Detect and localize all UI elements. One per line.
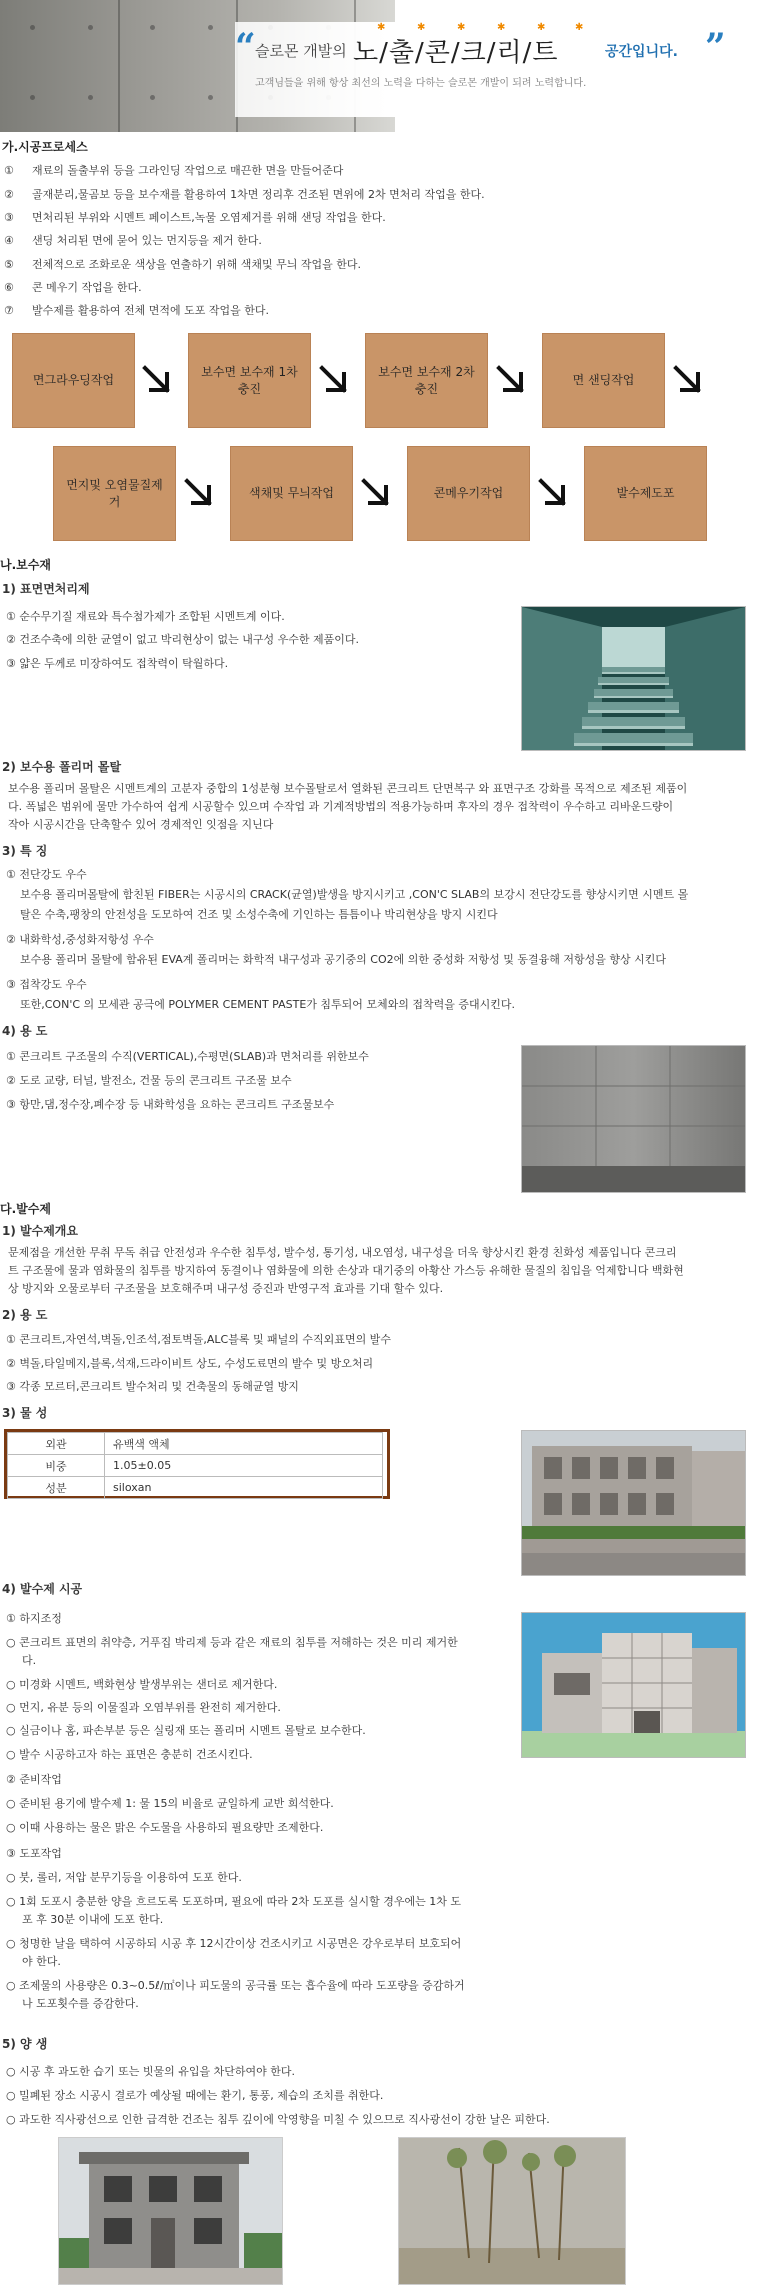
flow-box: 콘메우기작업 (407, 446, 530, 541)
paragraph-line: 보수용 폴리머 몰탈에 함유된 EVA계 폴리머는 화학적 내구성과 공기중의 CO2에 의한 중성화 저항성 및 동결융해 저항성을 향상 시킨다 (20, 953, 666, 966)
modern-building-image (521, 1612, 746, 1758)
list-item: ② 도로 교량, 터널, 발전소, 건물 등의 콘크리트 구조물 보수 (6, 1074, 292, 1087)
paragraph-line: 또한,CON'C 의 모세관 공극에 POLYMER CEMENT PASTE가 침투되어 모체와의 접착력을 증대시킨다. (20, 998, 516, 1011)
table-cell-value: 1.05±0.05 (105, 1455, 383, 1477)
feature-title: ③ 접착강도 우수 (6, 978, 87, 991)
arrow-down-right-icon (182, 475, 220, 513)
paragraph-line: 보수용 폴리머 몰탈은 시멘트계의 고분자 중합의 1성분형 보수몰탈로서 열화된 콘크리트 단면복구 와 표면구조 강화를 목적으로 제조된 제품이 (8, 782, 688, 795)
table-cell-key: 외관 (8, 1433, 105, 1455)
paragraph-line: 보수용 폴리머몰탈에 함친된 FIBER는 시공시의 CRACK(균열)발생을 방지시키고 ,CON'C SLAB의 보강시 전단강도를 향상시키면 시멘트 몰 (20, 888, 689, 901)
table-cell-value: 유백색 액체 (105, 1433, 383, 1455)
star-icon: ✱ (457, 22, 466, 33)
properties-table (7, 1432, 383, 1499)
table-cell-value: siloxan (105, 1477, 383, 1499)
step-title: ② 준비작업 (6, 1773, 62, 1786)
banner-slogan-main: 노/출/콘/크/리/트 (353, 38, 559, 68)
list-item: ③ 항만,댐,정수장,폐수장 등 내화학성을 요하는 콘크리트 구조물보수 (6, 1098, 335, 1111)
paragraph-line: 탈은 수축,팽창의 안전성을 도모하여 건조 및 소성수축에 기인하는 틈틈이나 박리현상을 방지 시킨다 (20, 908, 498, 921)
section-heading-process: 가.시공프로세스 (2, 140, 88, 154)
list-item: ○ 미경화 시멘트, 백화현상 발생부위는 샌더로 제거한다. (6, 1678, 278, 1691)
feature-title: ② 내화학성,중성화저항성 우수 (6, 933, 154, 946)
process-step: ④ 샌딩 처리된 면에 묻어 있는 먼지등을 제거 한다. (4, 234, 262, 247)
flow-box: 보수면 보수재 1차 충진 (188, 333, 311, 428)
list-item-continued: 야 한다. (22, 1955, 61, 1968)
header-banner (0, 0, 761, 132)
section-heading-water: 다.발수제 (0, 1202, 51, 1216)
process-step: ⑦ 발수제를 활용하여 전체 면적에 도포 작업을 한다. (4, 304, 269, 317)
arrow-down-right-icon (671, 362, 709, 400)
subsection-title: 1) 표면면처리제 (2, 582, 90, 596)
arrow-down-right-icon (536, 475, 574, 513)
process-step: ⑤ 전체적으로 조화로운 색상을 연출하기 위해 색채및 무늬 작업을 한다. (4, 258, 361, 271)
subsection-title: 2) 보수용 폴리머 몰탈 (2, 760, 122, 774)
step-title: ③ 도포작업 (6, 1847, 62, 1860)
arrow-down-right-icon (140, 362, 178, 400)
section-heading-repair: 나.보수재 (0, 558, 51, 572)
house-exterior-image (58, 2137, 283, 2285)
list-item: ③ 얇은 두께로 미장하여도 접착력이 탁월하다. (6, 657, 229, 670)
flow-box: 먼지및 오염물질제거 (53, 446, 176, 541)
list-item: ③ 각종 모르터,콘크리트 발수처리 및 건축물의 동해균열 방지 (6, 1380, 299, 1393)
list-item: ○ 먼지, 유분 등의 이물질과 오염부위를 완전히 제거한다. (6, 1701, 281, 1714)
subsection-title: 5) 양 생 (2, 2037, 48, 2051)
paragraph-line: 다. 폭넓은 범위에 물만 가수하여 쉽게 시공할수 있으며 수작업 과 기계적방법의 적용가능하며 후자의 경우 접착력이 우수하고 리바운드량이 (8, 800, 674, 813)
list-item: ① 콘크리트,자연석,벽돌,인조석,점토벽돌,ALC블록 및 패널의 수직외표면의 발수 (6, 1333, 391, 1346)
star-icon: ✱ (417, 22, 426, 33)
arrow-down-right-icon (317, 362, 355, 400)
process-step: ① 재료의 돌출부위 등을 그라인딩 작업으로 매끈한 면을 만들어준다 (4, 164, 344, 177)
flow-box: 면그라우딩작업 (12, 333, 135, 428)
paragraph-line: 작아 시공시간을 단축할수 있어 경제적인 잇점을 지닌다 (8, 818, 274, 831)
flow-box: 보수면 보수재 2차 충진 (365, 333, 488, 428)
arrow-down-right-icon (494, 362, 532, 400)
list-item: ② 건조수축에 의한 균열이 없고 박리현상이 없는 내구성 우수한 제품이다. (6, 633, 359, 646)
table-row (8, 1433, 383, 1455)
concrete-wall-image (521, 1045, 746, 1193)
subsection-title: 3) 물 성 (2, 1406, 48, 1420)
flow-box: 색채및 무늬작업 (230, 446, 353, 541)
star-icon: ✱ (575, 22, 584, 33)
list-item: ○ 과도한 직사광선으로 인한 급격한 건조는 침투 깊이에 악영향을 미칠 수 있으므로 직사광선이 강한 날은 피한다. (6, 2113, 550, 2126)
concrete-garden-wall-image (398, 2137, 626, 2285)
paragraph-line: 트 구조물에 물과 염화물의 침투를 방지하여 동결이나 염화물에 의한 손상과 대기중의 아황산 가스등 유해한 물질의 침입을 억제합니다 백화현 (8, 1264, 684, 1277)
banner-slogan-end: 공간입니다. (605, 44, 678, 60)
star-icon: ✱ (537, 22, 546, 33)
feature-title: ① 전단강도 우수 (6, 868, 87, 881)
flow-box: 발수제도포 (584, 446, 707, 541)
list-item: ○ 조제물의 사용량은 0.3~0.5ℓ/㎡이나 피도물의 공극률 또는 흡수율에 따라 도포량을 증감하거 (6, 1979, 465, 1992)
list-item: ○ 이때 사용하는 물은 맑은 수도물을 사용하되 필요량만 조제한다. (6, 1821, 324, 1834)
list-item: ○ 시공 후 과도한 습기 또는 빗물의 유입을 차단하여야 한다. (6, 2065, 295, 2078)
star-icon: ✱ (377, 22, 386, 33)
subsection-title: 4) 발수제 시공 (2, 1582, 83, 1596)
properties-table-frame (4, 1429, 390, 1499)
concrete-stairway-image (521, 606, 746, 751)
list-item: ① 콘크리트 구조물의 수직(VERTICAL),수평면(SLAB)과 면처리를 위한보수 (6, 1050, 369, 1063)
list-item: ① 순수무기질 재료와 특수첨가제가 조합된 시멘트계 이다. (6, 610, 285, 623)
paragraph-line: 문제점을 개선한 무취 무독 취급 안전성과 우수한 침투성, 발수성, 통기성, 내오염성, 내구성을 더욱 향상시킨 환경 친화성 제품입니다 콘크리 (8, 1246, 677, 1259)
banner-subtitle: 고객님들을 위해 항상 최선의 노력을 다하는 슬로몬 개발이 되려 노력합니다. (255, 78, 587, 89)
subsection-title: 3) 특 징 (2, 844, 48, 858)
subsection-title: 4) 용 도 (2, 1024, 48, 1038)
list-item: ○ 실금이나 홈, 파손부분 등은 실링재 또는 폴리머 시멘트 몰탈로 보수한다. (6, 1724, 366, 1737)
arrow-down-right-icon (359, 475, 397, 513)
table-cell-key: 성분 (8, 1477, 105, 1499)
process-step: ③ 면처리된 부위와 시멘트 페이스트,녹물 오염제거를 위해 샌딩 작업을 한다. (4, 211, 386, 224)
building-exterior-image (521, 1430, 746, 1576)
paragraph-line: 상 방지와 오물로부터 구조물을 보호해주며 내구성 증진과 반영구적 효과를 기대 할수 있다. (8, 1282, 444, 1295)
banner-slogan-area (235, 22, 755, 117)
banner-slogan-company: 슬로몬 개발의 (255, 42, 347, 60)
table-row (8, 1455, 383, 1477)
table-cell-key: 비중 (8, 1455, 105, 1477)
list-item: ○ 발수 시공하고자 하는 표면은 충분히 건조시킨다. (6, 1748, 253, 1761)
list-item-continued: 다. (22, 1654, 37, 1667)
step-title: ① 하지조정 (6, 1612, 62, 1625)
list-item: ○ 1회 도포시 충분한 양을 흐르도록 도포하며, 필요에 따라 2차 도포를 실시할 경우에는 1차 도 (6, 1895, 461, 1908)
list-item: ○ 청명한 날을 택하여 시공하되 시공 후 12시간이상 건조시키고 시공면은 강우로부터 보호되어 (6, 1937, 462, 1950)
list-item-continued: 나 도포횟수를 증감한다. (22, 1997, 139, 2010)
flow-box: 면 샌딩작업 (542, 333, 665, 428)
subsection-title: 1) 발수제개요 (2, 1224, 78, 1238)
star-icon: ✱ (497, 22, 506, 33)
subsection-title: 2) 용 도 (2, 1308, 48, 1322)
close-quote-icon: ” (705, 26, 726, 68)
open-quote-icon: “ (235, 26, 256, 68)
list-item-continued: 포 후 30분 이내에 도포 한다. (22, 1913, 164, 1926)
process-step: ② 골재분리,물곰보 등을 보수재를 활용하여 1차면 정리후 건조된 면위에 2차 면처리 작업을 한다. (4, 188, 485, 201)
list-item: ② 벽돌,타일메지,블록,석재,드라이비트 상도, 수성도료면의 발수 및 방오처리 (6, 1357, 374, 1370)
table-row (8, 1477, 383, 1499)
list-item: ○ 붓, 롤러, 저압 분무기등을 이용하여 도포 한다. (6, 1871, 242, 1884)
list-item: ○ 밀폐된 장소 시공시 결로가 예상될 때에는 환기, 통풍, 제습의 조치를 취한다. (6, 2089, 384, 2102)
list-item: ○ 준비된 용기에 발수제 1: 물 15의 비율로 균일하게 교반 희석한다. (6, 1797, 334, 1810)
list-item: ○ 콘크리트 표면의 취약층, 거푸집 박리제 등과 같은 재료의 침투를 저해하는 것은 미리 제거한 (6, 1636, 458, 1649)
process-step: ⑥ 콘 메우기 작업을 한다. (4, 281, 142, 294)
